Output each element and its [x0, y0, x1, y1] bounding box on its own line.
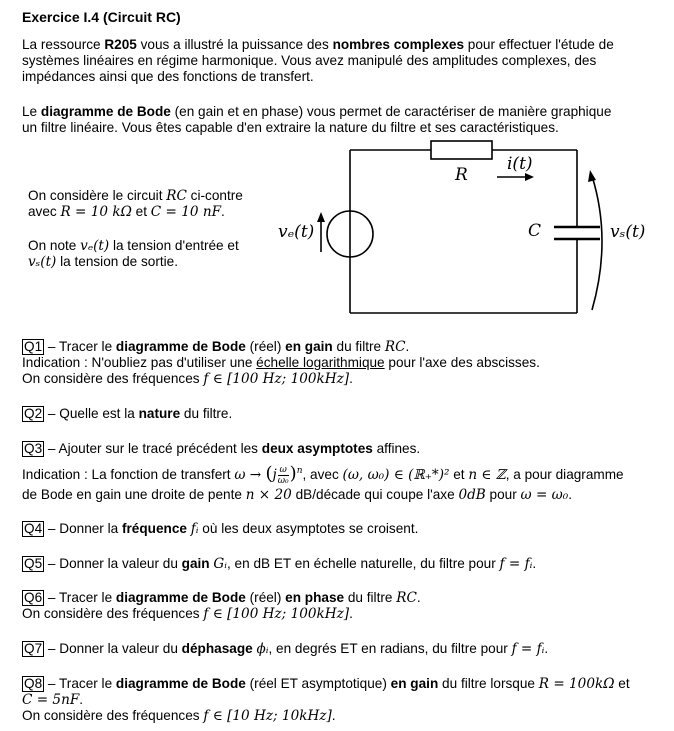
label-C: C — [528, 221, 542, 241]
question-q3-indication: Indication : La fonction de transfert ω → (j $\frac{\omega}{\text{ω₀}}$ )$^n$, avec (ω, ω₀) ∈ (ℝ₊*)² et n ∈ ℤ, a pour diagramme — [22, 463, 624, 486]
label-ve: vₑ(t) — [278, 222, 315, 242]
question-q6: Q6 – Tracer le diagramme de Bode (réel) en phase du filtre RC. On considère des fréquences f ∈ [100 Hz; 100kHz]. — [22, 590, 421, 622]
q7-tag: Q7 — [24, 641, 43, 656]
current-arrow-head — [525, 173, 534, 181]
question-q8: Q8 – Tracer le diagramme de Bode (réel ET asymptotique) en gain du filtre lorsque R = 100kΩ et C = 5nF. On considère des fréquences f ∈ [10 Hz; 10kHz]. — [22, 676, 630, 724]
q3-tag: Q3 — [24, 441, 43, 456]
question-q5: Q5 – Donner la valeur du gain Gᵢ, en dB ET en échelle naturelle, du filtre pour f = fᵢ. — [24, 556, 537, 572]
circuit-description: On considère le circuit RC ci-contre avec R = 10 kΩ et C = 10 nF. — [28, 188, 243, 220]
intro-paragraph-1: La ressource R205 vous a illustré la puissance des nombres complexes pour effectuer l'étude de systèmes linéaires en régime harmonique. Vous avez manipulé des amplitudes complexes, des impédances ainsi que des fonctions de transfert. — [22, 37, 614, 84]
ve-arrow-head — [317, 212, 325, 222]
question-q4: Q4 – Donner la fréquence fᵢ où les deux asymptotes se croisent. — [24, 521, 419, 537]
q4-tag: Q4 — [24, 521, 43, 536]
q2-tag: Q2 — [24, 406, 43, 421]
intro-paragraph-2: Le diagramme de Bode (en gain et en phase) vous permet de caractériser de manière graphique un filtre linéaire. Vous êtes capable d'en extraire la nature du filtre et ses caractéristiques. — [22, 104, 612, 135]
q1-tag: Q1 — [24, 339, 43, 354]
label-vs: vₛ(t) — [610, 222, 646, 242]
question-q3: Q3 – Ajouter sur le tracé précédent les deux asymptotes affines. — [24, 441, 421, 456]
vs-arrow-curve — [592, 176, 602, 310]
label-R: R — [455, 165, 468, 185]
resistor-symbol — [431, 141, 492, 159]
q5-tag: Q5 — [24, 556, 43, 571]
vs-arrow-head — [588, 170, 596, 182]
exercise-title: Exercice I.4 (Circuit RC) — [22, 9, 181, 25]
q6-tag: Q6 — [24, 590, 43, 605]
question-q3-line3: de Bode en gain une droite de pente n × 20 dB/décade qui coupe l'axe 0dB pour ω = ω₀. — [22, 487, 572, 503]
question-q2: Q2 – Quelle est la nature du filtre. — [24, 406, 233, 421]
label-current: i(t) — [507, 154, 533, 174]
question-q7: Q7 – Donner la valeur du déphasage ϕᵢ, en degrés ET en radians, du filtre pour f = fᵢ. — [24, 641, 549, 657]
q8-tag: Q8 — [24, 676, 43, 691]
voltage-notation: On note vₑ(t) la tension d'entrée et vₛ(t) la tension de sortie. — [28, 238, 239, 270]
question-q1: Q1 – Tracer le diagramme de Bode (réel) en gain du filtre RC. Indication : N'oubliez pas d'utiliser une échelle logarithmique pour l'axe des abscisses. On considère des fréquences f ∈ [100 Hz; 100kHz]. — [22, 339, 540, 387]
